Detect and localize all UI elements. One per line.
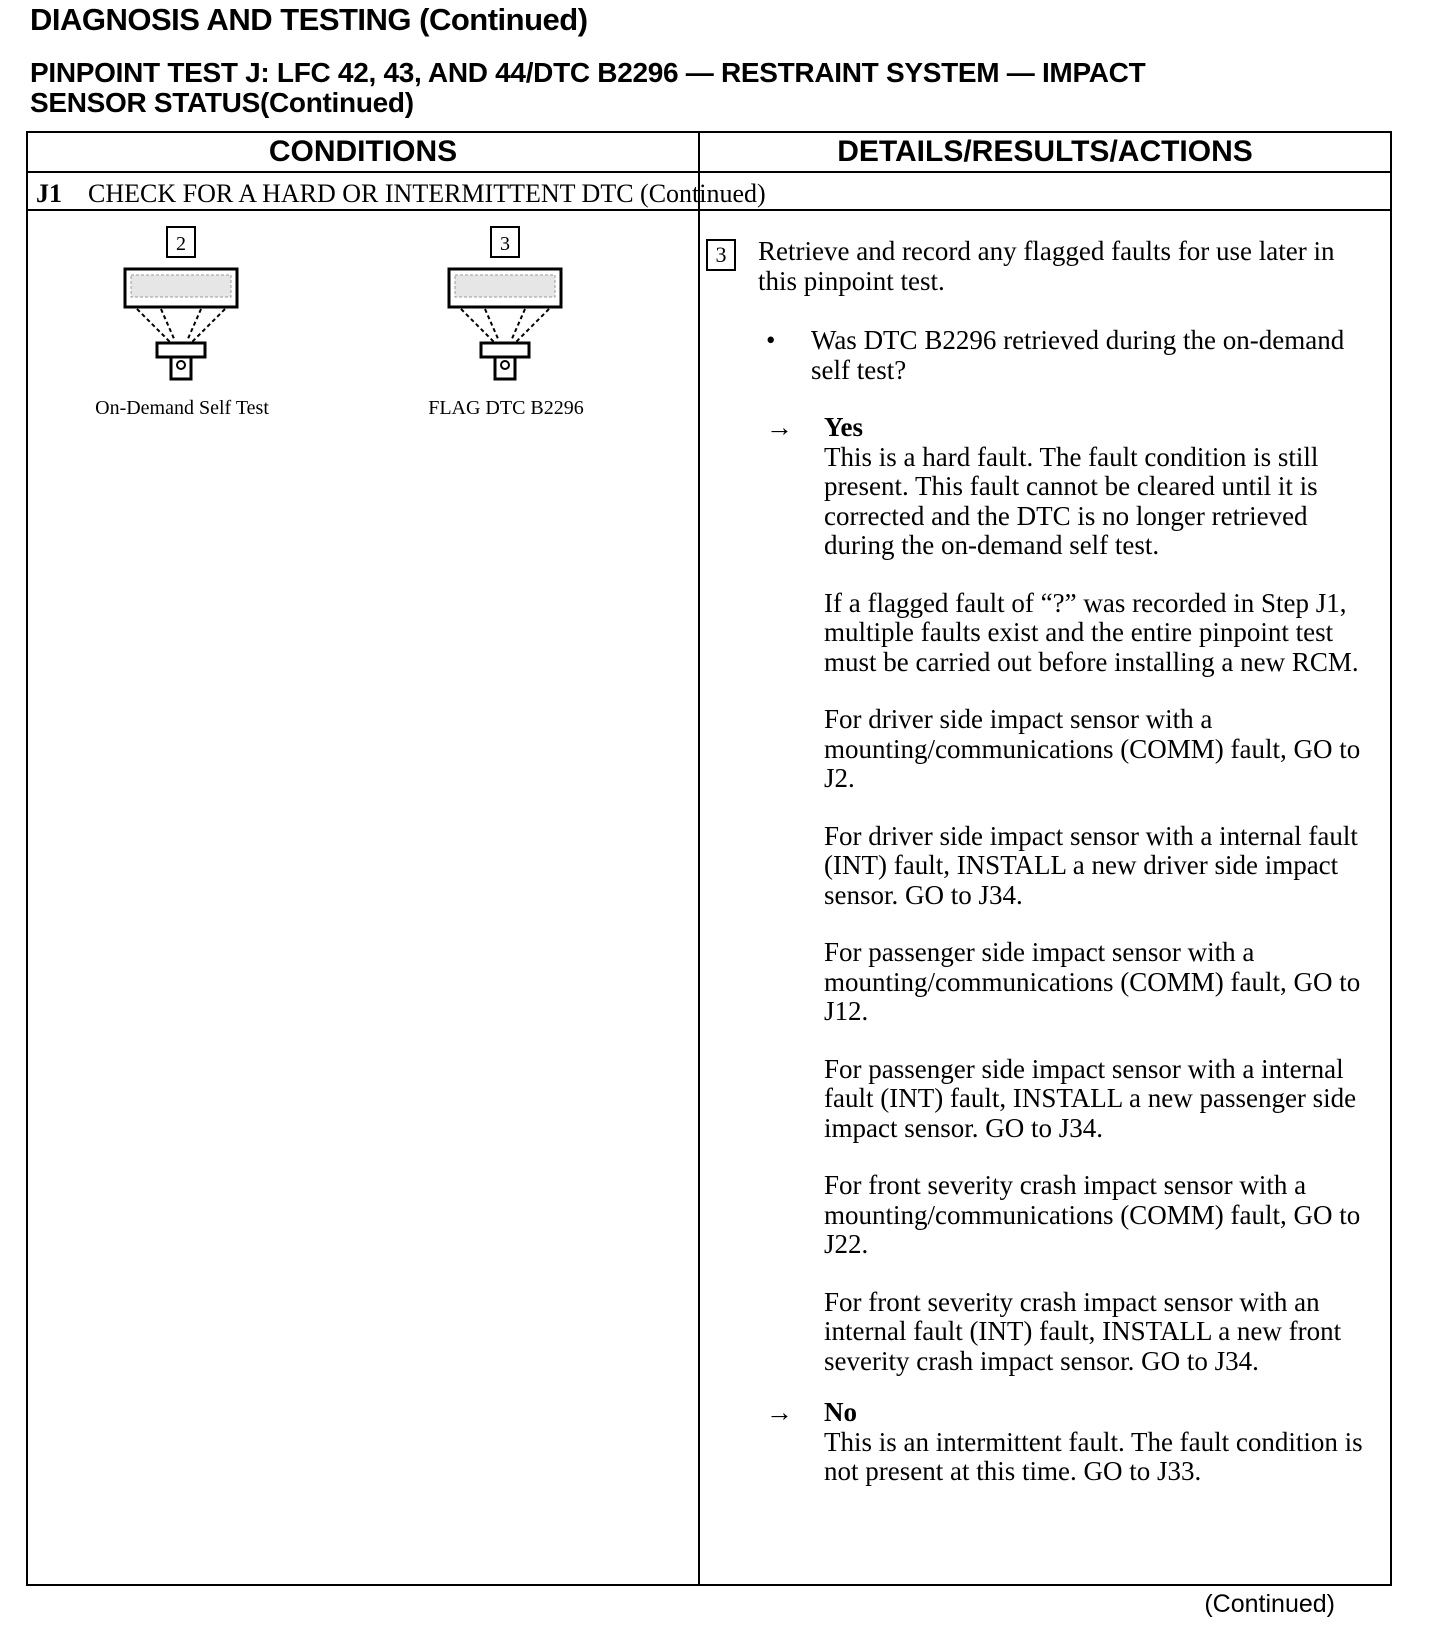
test-title-line-2: SENSOR STATUS(Continued): [30, 87, 414, 118]
yes-paragraph: If a flagged fault of “?” was recorded in Step J1, multiple faults exist and the entire pinpoint test must be carried out before installing a new RCM.: [824, 587, 1359, 677]
scan-tool-diagram-icon: [117, 225, 247, 383]
details-column-header: DETAILS/RESULTS/ACTIONS: [837, 135, 1253, 168]
step-box: 3: [706, 239, 736, 271]
yes-paragraph: For passenger side impact sensor with a internal fault (INT) fault, INSTALL a new passenger side impact sensor. GO to J34.: [824, 1053, 1357, 1143]
pinpoint-test-title: [30, 58, 1145, 118]
figure-number: 3: [500, 233, 510, 255]
column-divider: [698, 133, 700, 1584]
yes-paragraph: For front severity crash impact sensor with an internal fault (INT) fault, INSTALL a new front severity crash impact sensor. GO to J34.: [824, 1286, 1342, 1376]
step-row: [36, 179, 766, 209]
question-bullet: [766, 326, 1376, 385]
bullet-dot: •: [766, 325, 776, 355]
yes-paragraph: For front severity crash impact sensor with a mounting/communications (COMM) fault, GO to J22.: [824, 1170, 1361, 1259]
yes-paragraph: For driver side impact sensor with a internal fault (INT) fault, INSTALL a new driver side impact sensor. GO to J34.: [824, 820, 1358, 910]
no-label: No: [824, 1397, 857, 1427]
test-title-line-1: PINPOINT TEST J: LFC 42, 43, AND 44/DTC B2296 — RESTRAINT SYSTEM — IMPACT: [30, 57, 1146, 88]
step-title: CHECK FOR A HARD OR INTERMITTENT DTC (Continued): [88, 179, 766, 208]
details-column: [706, 237, 1376, 1487]
step-rule: [28, 209, 1390, 211]
figure-caption: FLAG DTC B2296: [428, 397, 584, 419]
yes-label: Yes: [824, 412, 863, 442]
instruction-text: Retrieve and record any flagged faults for use later in this pinpoint test.: [758, 236, 1335, 296]
yes-paragraph: For driver side impact sensor with a mounting/communications (COMM) fault, GO to J2.: [824, 704, 1361, 793]
no-paragraph: This is an intermittent fault. The fault condition is not present at this time. GO to J33.: [824, 1426, 1363, 1486]
continued-note: (Continued): [1204, 1590, 1335, 1618]
figure-flag-dtc: [376, 225, 636, 420]
scan-tool-diagram-icon: [441, 225, 571, 383]
header-rule: [28, 171, 1390, 173]
step-number: J1: [36, 179, 62, 208]
figure-caption: On-Demand Self Test: [95, 397, 269, 419]
question-text: Was DTC B2296 retrieved during the on-demand self test?: [811, 325, 1345, 385]
result-yes: [766, 413, 1376, 1376]
conditions-column-header: CONDITIONS: [268, 135, 458, 168]
result-no: [766, 1398, 1376, 1487]
pinpoint-test-table: [26, 131, 1392, 1586]
yes-paragraph: This is a hard fault. The fault condition is still present. This fault cannot be cleared until it is corrected and the DTC is no longer retrieved during the on-demand self test.: [824, 441, 1319, 560]
instruction-step: [706, 237, 1376, 296]
figure-on-demand-self-test: [52, 225, 312, 420]
figure-number: 2: [176, 233, 186, 255]
arrow-icon: →: [766, 1397, 793, 1427]
section-title: DIAGNOSIS AND TESTING (Continued): [30, 2, 588, 37]
arrow-icon: →: [766, 412, 793, 442]
yes-paragraph: For passenger side impact sensor with a mounting/communications (COMM) fault, GO to J12.: [824, 937, 1361, 1026]
